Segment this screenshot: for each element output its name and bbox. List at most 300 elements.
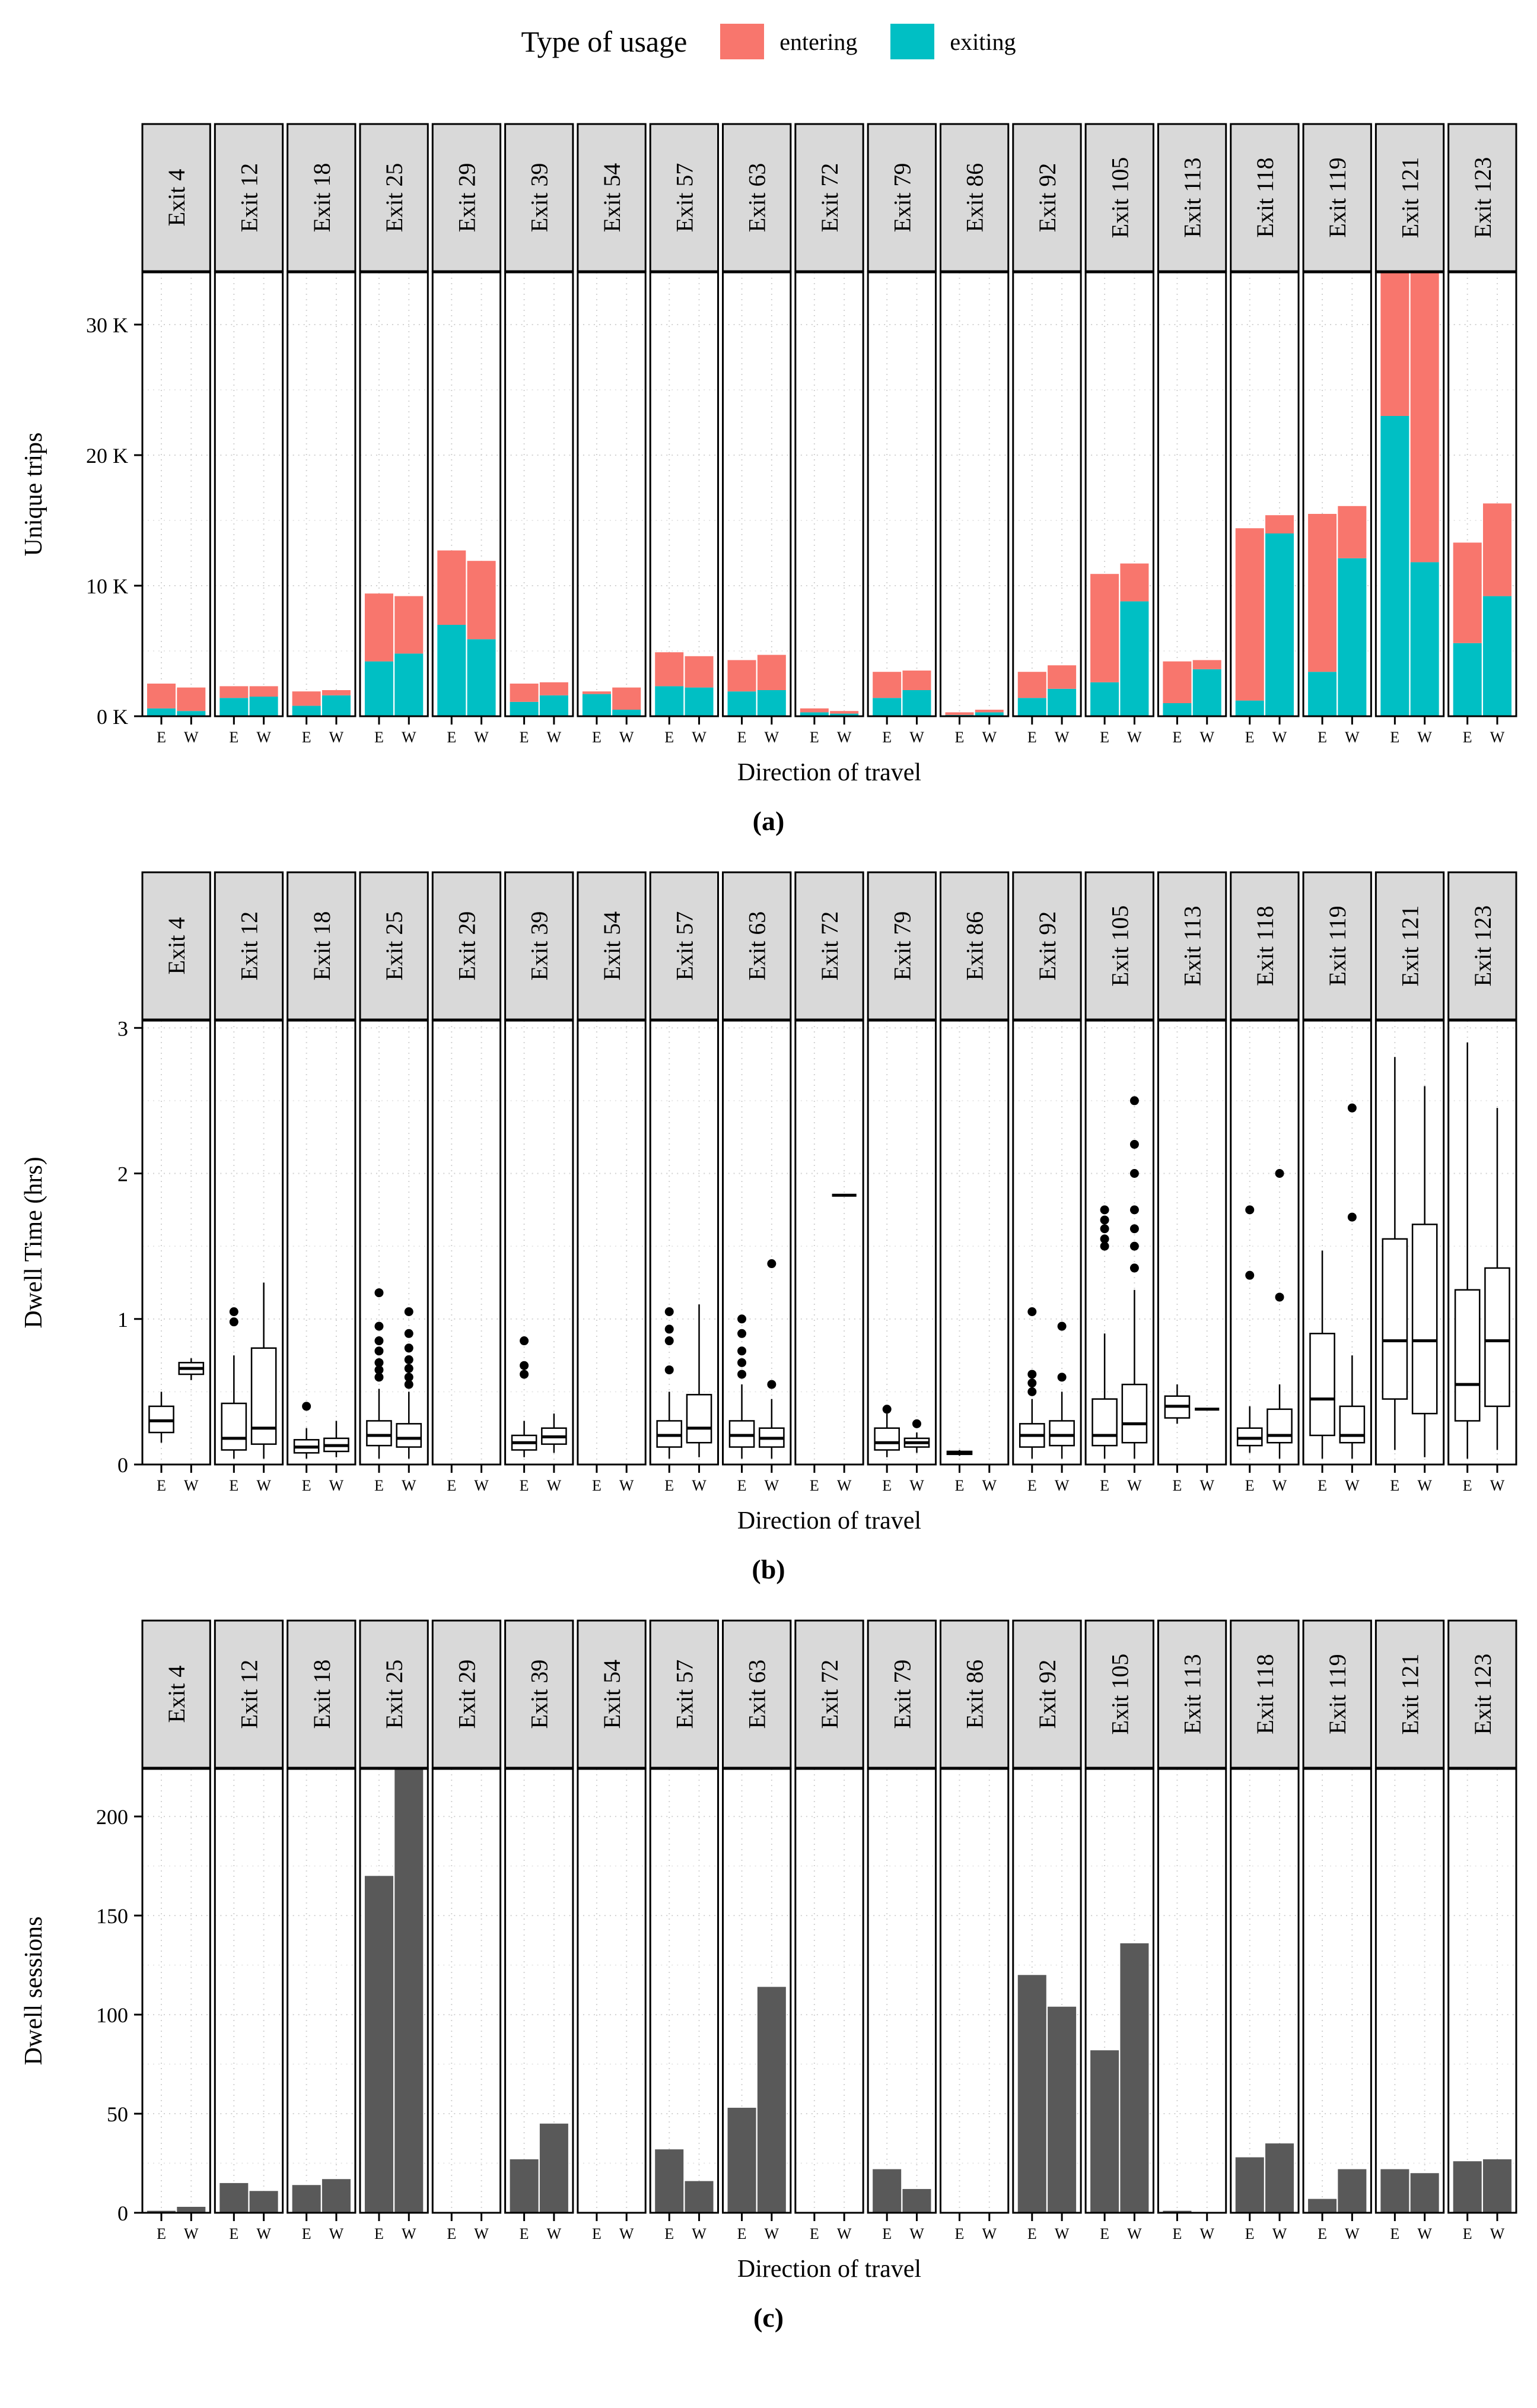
- outlier-dot: [1130, 1096, 1139, 1105]
- svg-text:Exit 12: Exit 12: [236, 911, 263, 981]
- svg-text:W: W: [474, 1477, 489, 1494]
- facet-Exit-72: [795, 872, 863, 1494]
- outlier-dot: [405, 1343, 413, 1352]
- svg-text:E: E: [1318, 729, 1328, 746]
- outlier-dot: [1245, 1271, 1254, 1280]
- facet-Exit-123: [1449, 872, 1516, 1494]
- stacked-bar-segment: [1453, 643, 1482, 716]
- outlier-dot: [912, 1419, 921, 1428]
- panel-b: [0, 870, 1537, 1585]
- svg-text:Exit 105: Exit 105: [1106, 905, 1134, 987]
- outlier-dot: [230, 1307, 238, 1316]
- facet-Exit-113: [1158, 124, 1226, 746]
- stacked-bar-segment: [728, 691, 756, 716]
- svg-text:30 K: 30 K: [86, 313, 128, 337]
- facet-Exit-113: [1158, 1621, 1226, 2242]
- svg-text:W: W: [1199, 729, 1215, 746]
- svg-text:W: W: [764, 2225, 779, 2242]
- svg-text:Exit 72: Exit 72: [816, 163, 843, 233]
- svg-text:Exit 92: Exit 92: [1033, 163, 1061, 233]
- facet-Exit-12: [215, 1621, 282, 2242]
- facet-Exit-39: [505, 124, 573, 746]
- svg-text:E: E: [374, 1477, 384, 1494]
- svg-text:W: W: [1490, 1477, 1505, 1494]
- bar: [1380, 2169, 1409, 2213]
- outlier-dot: [1130, 1224, 1139, 1233]
- stacked-bar-segment: [945, 712, 973, 714]
- caption-c: (c): [753, 2302, 784, 2333]
- stacked-bar-segment: [437, 625, 466, 716]
- stacked-bar-segment: [975, 710, 1004, 712]
- outlier-dot: [1058, 1373, 1067, 1381]
- svg-text:E: E: [447, 2225, 457, 2242]
- outlier-dot: [767, 1259, 776, 1268]
- outlier-dot: [405, 1307, 413, 1316]
- stacked-bar-segment: [540, 695, 568, 716]
- stacked-bar-segment: [365, 662, 393, 716]
- facet-Exit-105: [1086, 872, 1153, 1494]
- svg-text:W: W: [1417, 1477, 1432, 1494]
- svg-text:W: W: [1417, 729, 1432, 746]
- svg-text:W: W: [836, 1477, 852, 1494]
- outlier-dot: [737, 1346, 746, 1355]
- svg-text:Dwell sessions: Dwell sessions: [20, 1916, 47, 2066]
- facet-Exit-18: [288, 872, 355, 1494]
- outlier-dot: [1058, 1322, 1067, 1331]
- facet-Exit-29: [432, 1621, 500, 2242]
- outlier-dot: [1130, 1263, 1139, 1272]
- svg-text:Direction of travel: Direction of travel: [737, 759, 922, 786]
- svg-text:Exit 123: Exit 123: [1469, 905, 1496, 987]
- outlier-dot: [520, 1336, 529, 1345]
- svg-text:E: E: [1390, 729, 1400, 746]
- stacked-bar-segment: [467, 639, 496, 716]
- stacked-bar-segment: [147, 709, 176, 716]
- svg-text:Exit 18: Exit 18: [308, 1659, 335, 1729]
- svg-text:Exit 121: Exit 121: [1396, 1653, 1424, 1735]
- svg-text:W: W: [1272, 729, 1287, 746]
- stacked-bar-segment: [1265, 515, 1294, 533]
- svg-text:W: W: [1199, 2225, 1215, 2242]
- bar: [250, 2191, 278, 2213]
- outlier-dot: [1027, 1387, 1036, 1396]
- facet-Exit-18: [288, 1621, 355, 2242]
- stacked-bar-segment: [250, 697, 278, 716]
- stacked-bar-segment: [830, 711, 858, 713]
- stacked-bar-segment: [177, 688, 205, 711]
- svg-text:E: E: [809, 1477, 819, 1494]
- entering-swatch: [720, 24, 764, 59]
- facet-Exit-79: [868, 124, 935, 746]
- outlier-dot: [737, 1329, 746, 1338]
- stacked-bar-segment: [583, 691, 611, 694]
- box: [687, 1394, 711, 1443]
- bar: [1265, 2143, 1294, 2213]
- svg-text:E: E: [1172, 2225, 1182, 2242]
- outlier-dot: [665, 1307, 674, 1316]
- stacked-bar-segment: [902, 671, 931, 690]
- outlier-dot: [1245, 1205, 1254, 1214]
- outlier-dot: [767, 1380, 776, 1389]
- svg-text:Exit 39: Exit 39: [526, 163, 553, 233]
- facet-Exit-63: [723, 124, 791, 746]
- box: [1050, 1421, 1074, 1446]
- facet-Exit-72: [795, 1621, 863, 2242]
- svg-text:Exit 18: Exit 18: [308, 911, 335, 981]
- svg-text:Exit 105: Exit 105: [1106, 1653, 1134, 1735]
- box: [222, 1403, 246, 1450]
- stacked-bar-segment: [1453, 542, 1482, 643]
- stacked-bar-segment: [1338, 558, 1366, 716]
- svg-text:Exit 18: Exit 18: [308, 163, 335, 233]
- svg-text:E: E: [1172, 729, 1182, 746]
- outlier-dot: [1275, 1292, 1284, 1301]
- svg-text:E: E: [1318, 1477, 1328, 1494]
- svg-text:Exit 57: Exit 57: [671, 1659, 698, 1729]
- bar: [177, 2207, 205, 2213]
- outlier-dot: [405, 1364, 413, 1373]
- stacked-bar-segment: [758, 655, 786, 690]
- svg-text:E: E: [157, 2225, 166, 2242]
- facet-Exit-54: [578, 872, 645, 1494]
- legend-entry-entering: [720, 24, 857, 59]
- svg-text:100: 100: [96, 2003, 128, 2028]
- svg-text:0: 0: [117, 1453, 128, 1477]
- stacked-bar-segment: [728, 660, 756, 691]
- facet-Exit-113: [1158, 872, 1226, 1494]
- svg-text:E: E: [882, 729, 892, 746]
- svg-text:Dwell Time (hrs): Dwell Time (hrs): [20, 1157, 47, 1329]
- outlier-dot: [665, 1324, 674, 1333]
- outlier-dot: [1130, 1205, 1139, 1214]
- svg-text:W: W: [836, 729, 852, 746]
- svg-text:W: W: [619, 729, 634, 746]
- svg-text:Direction of travel: Direction of travel: [737, 1507, 922, 1535]
- svg-text:Exit 121: Exit 121: [1396, 905, 1424, 987]
- stacked-bar-segment: [147, 684, 176, 709]
- svg-text:E: E: [591, 2225, 602, 2242]
- svg-text:Exit 79: Exit 79: [889, 911, 916, 981]
- svg-text:W: W: [982, 1477, 997, 1494]
- svg-text:W: W: [1054, 729, 1070, 746]
- svg-text:Exit 39: Exit 39: [526, 911, 553, 981]
- dwell-time-chart: [0, 870, 1537, 1546]
- svg-text:E: E: [737, 2225, 747, 2242]
- facet-Exit-72: [795, 124, 863, 746]
- bar: [1338, 2169, 1366, 2213]
- legend-title: Type of usage: [521, 25, 688, 58]
- panel-a: [0, 122, 1537, 837]
- box: [1093, 1399, 1117, 1446]
- caption-a: (a): [752, 806, 785, 836]
- bar: [1236, 2158, 1264, 2213]
- box: [1455, 1290, 1479, 1421]
- facet-Exit-12: [215, 872, 282, 1494]
- svg-text:Exit 118: Exit 118: [1251, 157, 1278, 238]
- bar: [322, 2179, 351, 2213]
- svg-text:W: W: [329, 729, 344, 746]
- facet-Exit-119: [1303, 872, 1371, 1494]
- bar: [1018, 1975, 1046, 2213]
- svg-text:E: E: [519, 2225, 529, 2242]
- facet-Exit-119: [1303, 1621, 1371, 2242]
- stacked-bar-segment: [1380, 272, 1409, 416]
- stacked-bar-segment: [1411, 272, 1439, 562]
- svg-text:E: E: [229, 1477, 239, 1494]
- outlier-dot: [374, 1336, 383, 1345]
- stacked-bar-segment: [612, 688, 641, 710]
- stacked-bar-segment: [1236, 528, 1264, 700]
- stacked-bar-segment: [873, 698, 901, 716]
- svg-text:W: W: [256, 1477, 271, 1494]
- stacked-bar-segment: [437, 551, 466, 625]
- stacked-bar-segment: [1163, 662, 1191, 703]
- svg-text:W: W: [546, 729, 562, 746]
- svg-text:W: W: [1490, 2225, 1505, 2242]
- bar: [685, 2181, 714, 2213]
- facet-Exit-92: [1013, 1621, 1081, 2242]
- svg-text:Exit 86: Exit 86: [961, 911, 988, 981]
- svg-text:Exit 105: Exit 105: [1106, 157, 1134, 239]
- svg-text:E: E: [1390, 2225, 1400, 2242]
- facet-Exit-4: [142, 1621, 210, 2242]
- facet-Exit-121: [1376, 872, 1443, 1494]
- svg-text:W: W: [909, 2225, 924, 2242]
- svg-text:E: E: [1462, 1477, 1472, 1494]
- facet-Exit-79: [868, 872, 935, 1494]
- svg-text:E: E: [1245, 1477, 1255, 1494]
- outlier-dot: [1348, 1213, 1357, 1222]
- dwell-sessions-chart: [0, 1618, 1537, 2295]
- svg-text:W: W: [401, 729, 416, 746]
- svg-text:E: E: [1318, 2225, 1328, 2242]
- svg-text:W: W: [692, 2225, 707, 2242]
- svg-text:E: E: [1027, 2225, 1037, 2242]
- svg-text:W: W: [619, 1477, 634, 1494]
- stacked-bar-segment: [1483, 503, 1511, 596]
- svg-text:Exit 113: Exit 113: [1179, 157, 1206, 238]
- stacked-bar-segment: [1483, 596, 1511, 716]
- svg-text:W: W: [256, 729, 271, 746]
- outlier-dot: [1130, 1140, 1139, 1149]
- svg-text:E: E: [954, 2225, 965, 2242]
- facet-Exit-39: [505, 872, 573, 1494]
- box: [397, 1424, 421, 1447]
- outlier-dot: [302, 1402, 311, 1411]
- svg-text:Exit 119: Exit 119: [1324, 906, 1351, 986]
- stacked-bar-segment: [612, 710, 641, 716]
- facet-Exit-121: [1376, 1621, 1443, 2242]
- svg-text:Direction of travel: Direction of travel: [737, 2255, 922, 2283]
- svg-text:E: E: [1100, 729, 1110, 746]
- stacked-bar-segment: [1048, 665, 1076, 689]
- svg-text:W: W: [1272, 1477, 1287, 1494]
- stacked-bar-segment: [1308, 672, 1336, 716]
- svg-text:Exit 63: Exit 63: [743, 1659, 771, 1729]
- svg-text:0 K: 0 K: [97, 705, 128, 729]
- facet-Exit-18: [288, 124, 355, 746]
- stacked-bar-segment: [394, 596, 423, 654]
- svg-text:Exit 72: Exit 72: [816, 1659, 843, 1729]
- svg-text:Exit 72: Exit 72: [816, 911, 843, 981]
- box: [875, 1428, 899, 1450]
- bar: [1090, 2050, 1119, 2213]
- svg-text:W: W: [329, 1477, 344, 1494]
- facet-Exit-105: [1086, 124, 1153, 746]
- svg-text:W: W: [329, 2225, 344, 2242]
- svg-text:Exit 4: Exit 4: [163, 917, 190, 975]
- svg-text:E: E: [591, 1477, 602, 1494]
- svg-text:Exit 29: Exit 29: [453, 1659, 480, 1729]
- outlier-dot: [405, 1355, 413, 1364]
- svg-text:W: W: [184, 729, 199, 746]
- svg-text:W: W: [1127, 729, 1142, 746]
- outlier-dot: [374, 1346, 383, 1355]
- svg-text:E: E: [882, 1477, 892, 1494]
- svg-text:Exit 119: Exit 119: [1324, 157, 1351, 238]
- bar: [365, 1876, 393, 2213]
- svg-text:W: W: [619, 2225, 634, 2242]
- svg-text:W: W: [692, 729, 707, 746]
- facet-Exit-25: [360, 872, 428, 1494]
- svg-text:W: W: [764, 1477, 779, 1494]
- facet-Exit-121: [1376, 124, 1443, 746]
- svg-text:10 K: 10 K: [86, 574, 128, 598]
- svg-text:E: E: [737, 1477, 747, 1494]
- facet-Exit-4: [142, 124, 210, 746]
- outlier-dot: [1100, 1205, 1109, 1214]
- svg-text:Exit 118: Exit 118: [1251, 906, 1278, 986]
- bar: [728, 2108, 756, 2213]
- facet-Exit-4: [142, 872, 210, 1494]
- svg-text:Exit 39: Exit 39: [526, 1659, 553, 1729]
- stacked-bar-segment: [1163, 703, 1191, 716]
- stacked-bar-segment: [1193, 660, 1221, 669]
- bar: [510, 2159, 539, 2213]
- outlier-dot: [374, 1288, 383, 1297]
- box: [367, 1421, 391, 1446]
- svg-text:E: E: [157, 1477, 166, 1494]
- svg-text:W: W: [401, 1477, 416, 1494]
- facet-Exit-105: [1086, 1621, 1153, 2242]
- svg-text:W: W: [1345, 1477, 1360, 1494]
- svg-text:E: E: [229, 729, 239, 746]
- stacked-bar-segment: [1048, 689, 1076, 716]
- svg-text:1: 1: [117, 1307, 128, 1332]
- outlier-dot: [1100, 1234, 1109, 1243]
- svg-text:Exit 29: Exit 29: [453, 911, 480, 981]
- svg-text:Exit 12: Exit 12: [236, 163, 263, 233]
- stacked-bar-segment: [873, 672, 901, 698]
- facet-Exit-29: [432, 124, 500, 746]
- svg-text:E: E: [809, 729, 819, 746]
- facet-Exit-123: [1449, 1621, 1516, 2242]
- svg-text:W: W: [1345, 2225, 1360, 2242]
- outlier-dot: [1027, 1307, 1036, 1316]
- svg-text:E: E: [882, 2225, 892, 2242]
- stacked-bar-segment: [219, 698, 248, 716]
- stacked-bar-segment: [685, 688, 714, 716]
- stacked-bar-segment: [1018, 698, 1046, 716]
- facet-Exit-86: [940, 872, 1008, 1494]
- svg-text:Exit 119: Exit 119: [1324, 1654, 1351, 1734]
- legend-entry-entering-label: entering: [779, 28, 858, 55]
- outlier-dot: [1275, 1169, 1284, 1178]
- svg-text:W: W: [1199, 1477, 1215, 1494]
- outlier-dot: [1027, 1378, 1036, 1387]
- svg-text:E: E: [954, 729, 965, 746]
- bar: [540, 2124, 568, 2213]
- svg-text:Exit 25: Exit 25: [381, 1659, 408, 1729]
- svg-text:Exit 54: Exit 54: [599, 163, 626, 233]
- stacked-bar-segment: [510, 702, 539, 716]
- facet-Exit-79: [868, 1621, 935, 2242]
- svg-text:Exit 92: Exit 92: [1033, 1659, 1061, 1729]
- facet-Exit-63: [723, 1621, 791, 2242]
- stacked-bar-segment: [655, 686, 683, 716]
- svg-text:E: E: [1027, 1477, 1037, 1494]
- outlier-dot: [1130, 1169, 1139, 1178]
- svg-text:W: W: [1417, 2225, 1432, 2242]
- svg-text:20 K: 20 K: [86, 444, 128, 468]
- svg-text:W: W: [982, 2225, 997, 2242]
- svg-text:Exit 79: Exit 79: [889, 163, 916, 233]
- legend-entry-exiting-label: exiting: [950, 28, 1016, 55]
- stacked-bar-segment: [800, 709, 829, 713]
- svg-text:E: E: [1027, 729, 1037, 746]
- svg-text:E: E: [954, 1477, 965, 1494]
- svg-text:Exit 121: Exit 121: [1396, 157, 1424, 239]
- stacked-bar-segment: [1018, 672, 1046, 698]
- svg-text:E: E: [1245, 729, 1255, 746]
- stacked-bar-segment: [583, 694, 611, 716]
- facet-Exit-57: [650, 872, 718, 1494]
- svg-text:W: W: [1054, 2225, 1070, 2242]
- stacked-bar-segment: [467, 561, 496, 639]
- svg-text:3: 3: [117, 1016, 128, 1041]
- stacked-bar-segment: [1380, 416, 1409, 716]
- facet-Exit-118: [1231, 124, 1299, 746]
- facet-Exit-63: [723, 872, 791, 1494]
- svg-text:Exit 79: Exit 79: [889, 1659, 916, 1729]
- facet-Exit-54: [578, 1621, 645, 2242]
- svg-text:Exit 54: Exit 54: [599, 1659, 626, 1729]
- svg-text:Exit 57: Exit 57: [671, 911, 698, 981]
- outlier-dot: [737, 1358, 746, 1367]
- facet-Exit-118: [1231, 872, 1299, 1494]
- stacked-bar-segment: [322, 690, 351, 695]
- svg-text:Exit 29: Exit 29: [453, 163, 480, 233]
- box: [1267, 1409, 1291, 1443]
- box: [252, 1348, 276, 1444]
- svg-text:E: E: [809, 2225, 819, 2242]
- facet-Exit-86: [940, 1621, 1008, 2242]
- svg-text:E: E: [447, 729, 457, 746]
- outlier-dot: [374, 1358, 383, 1367]
- facet-Exit-123: [1449, 124, 1516, 746]
- svg-text:Exit 92: Exit 92: [1033, 911, 1061, 981]
- svg-text:E: E: [664, 1477, 674, 1494]
- outlier-dot: [737, 1370, 746, 1378]
- facet-Exit-119: [1303, 124, 1371, 746]
- svg-text:E: E: [301, 2225, 311, 2242]
- svg-text:E: E: [664, 2225, 674, 2242]
- svg-text:W: W: [546, 2225, 562, 2242]
- svg-text:W: W: [184, 1477, 199, 1494]
- svg-text:W: W: [1054, 1477, 1070, 1494]
- outlier-dot: [1027, 1370, 1036, 1378]
- svg-text:E: E: [1172, 1477, 1182, 1494]
